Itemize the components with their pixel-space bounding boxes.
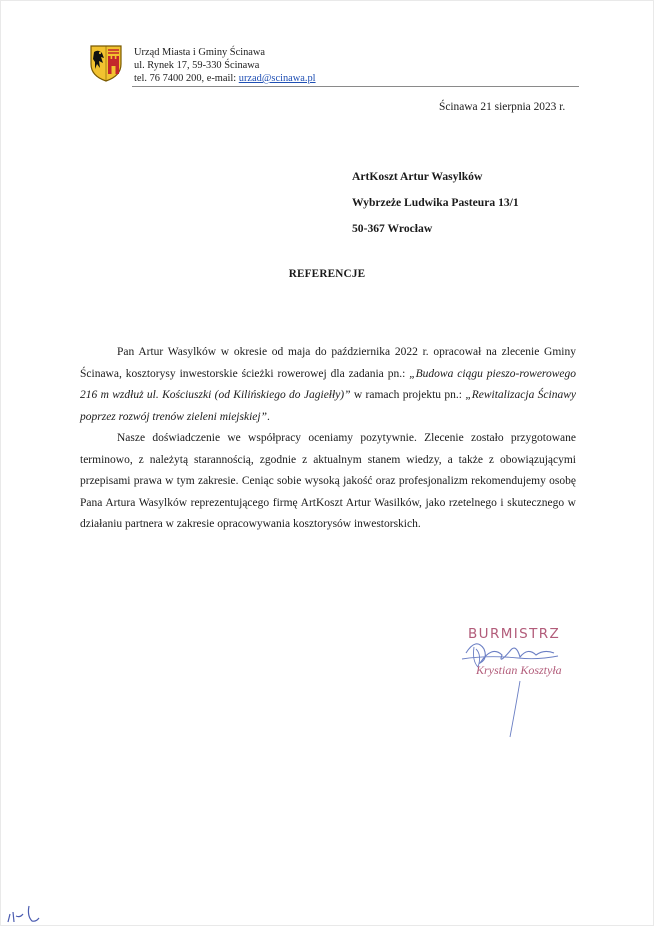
contact-phone: tel. 76 7400 200, e-mail: xyxy=(134,73,239,84)
letter-body xyxy=(80,342,576,536)
recipient-address xyxy=(352,164,519,242)
letter-date: Ścinawa 21 sierpnia 2023 r. xyxy=(439,101,566,113)
letterhead xyxy=(134,46,316,85)
stamp-name: Krystian Kosztyła xyxy=(476,663,562,677)
task-name: „Budowa ciągu pieszo-rowerowego 216 m wzdłuż ul. Kościuszki (od Kilińskiego do Jagiełły)” xyxy=(80,367,577,401)
handwritten-mark-icon xyxy=(5,900,45,924)
coat-of-arms-icon xyxy=(89,44,123,82)
project-name: „Rewitalizacja Ścinawy poprzez rozwój trenów zieleni miejskiej” xyxy=(80,389,577,423)
recipient-name: ArtKoszt Artur Wasylków xyxy=(352,170,483,183)
org-contact xyxy=(134,72,316,85)
paragraph-1 xyxy=(80,342,576,428)
stamp-title: BURMISTRZ xyxy=(468,626,561,642)
header-divider xyxy=(132,86,579,87)
org-name: Urząd Miasta i Gminy Ścinawa xyxy=(134,47,266,58)
paragraph-2: Nasze doświadczenie we współpracy oceniamy pozytywnie. Zlecenie zostało przygotowane terminowo, z należytą starannością, zgodnie z aktualnym stanem wiedzy, a także z obowiązującymi przepisami prawa w tym zakresie. Ceniąc sobie wysoką jakość oraz profesjonalizm rekomendujemy osobę Pana Artura Wasylków reprezentującego firmę ArtKoszt Artur Wasilków, jako rzetelnego i skutecznego w działaniu partnera w zakresie opracowywania kosztorysów inwestorskich. xyxy=(80,432,576,530)
recipient-city: 50-367 Wrocław xyxy=(352,222,433,235)
signature-icon xyxy=(458,625,598,740)
letter-title: REFERENCJE xyxy=(288,268,366,280)
paragraph-1-end: . xyxy=(266,410,270,423)
paragraph-1-mid: w ramach projektu pn.: xyxy=(350,389,466,401)
org-address: ul. Rynek 17, 59-330 Ścinawa xyxy=(134,60,260,71)
recipient-street: Wybrzeże Ludwika Pasteura 13/1 xyxy=(352,196,519,209)
email-link[interactable]: urzad@scinawa.pl xyxy=(238,73,316,84)
paragraph-1-intro: Pan Artur Wasylków w okresie od maja do października 2022 r. opracował na zlecenie Gminy Ścinawa, kosztorysy inwestorskie ścieżki rowerowej dla zadania pn.: xyxy=(80,346,576,380)
